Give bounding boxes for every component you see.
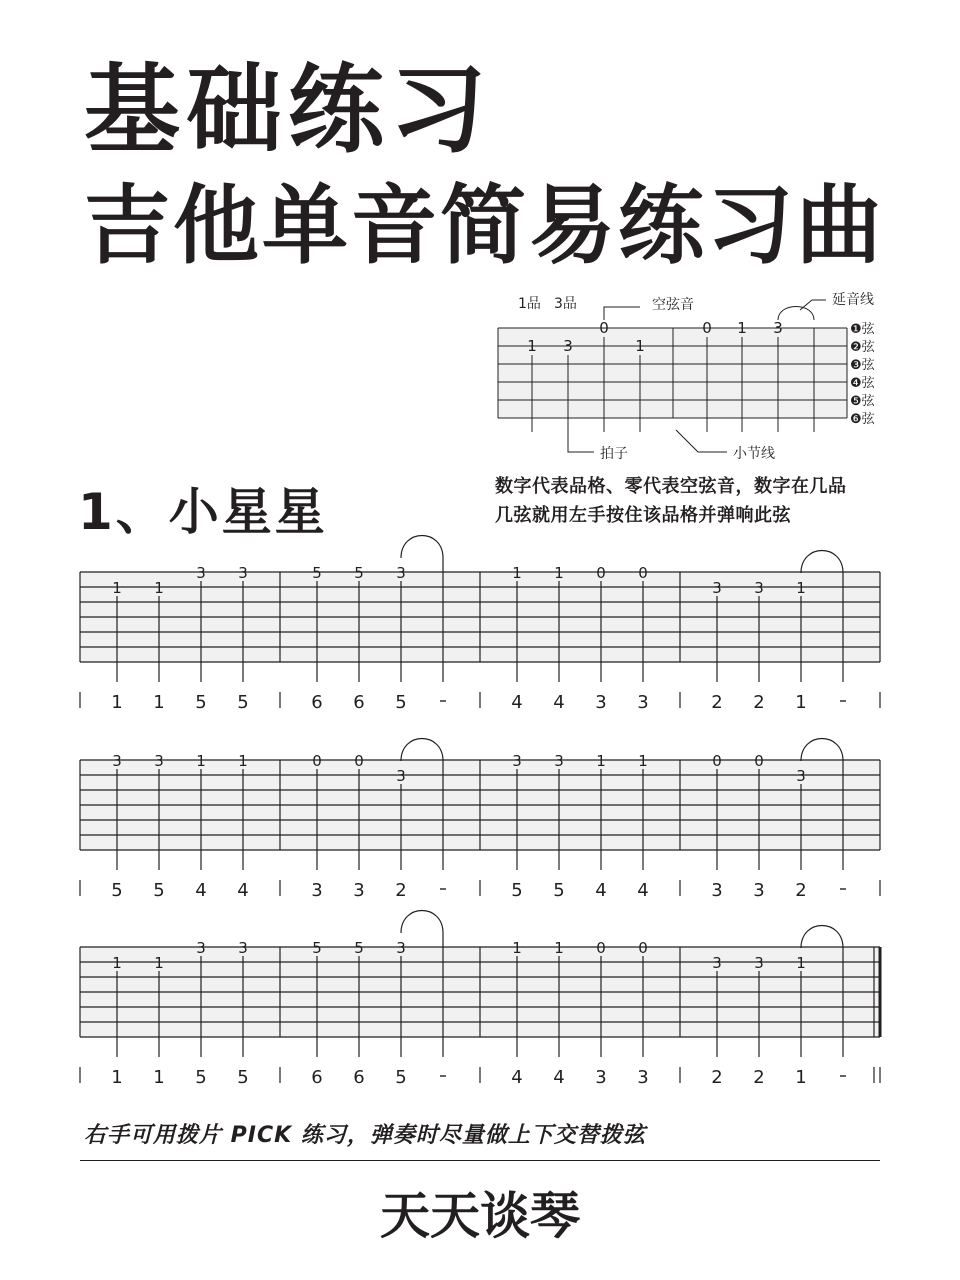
fret-number: 1 bbox=[154, 579, 164, 597]
fret-number: 3 bbox=[754, 579, 764, 597]
title-line-1: 基础练习 bbox=[84, 54, 492, 166]
fret-number: 0 bbox=[354, 752, 364, 770]
tab-row-1 bbox=[80, 536, 880, 714]
fret-number: 1 bbox=[596, 752, 606, 770]
legend-string-label: ❺弦 bbox=[850, 394, 875, 409]
legend-diagram bbox=[498, 291, 876, 462]
beat-number: 3 bbox=[753, 880, 765, 901]
beat-number: 4 bbox=[637, 880, 649, 901]
fret-number: 3 bbox=[154, 752, 164, 770]
fret-number: 3 bbox=[396, 767, 406, 785]
beat-number: 5 bbox=[237, 692, 249, 713]
fret-number: 3 bbox=[712, 579, 722, 597]
beat-number: 5 bbox=[153, 880, 165, 901]
beat-number: 3 bbox=[637, 692, 649, 713]
fret-number: 1 bbox=[796, 954, 806, 972]
bottom-note: 右手可用拨片 PICK 练习，弹奏时尽量做上下交替拨弦 bbox=[84, 1123, 646, 1148]
beat-number: 5 bbox=[237, 1067, 249, 1088]
beat-number: 4 bbox=[237, 880, 249, 901]
beat-number: 3 bbox=[311, 880, 323, 901]
legend-open-leader bbox=[604, 307, 640, 320]
fret-number: 5 bbox=[312, 564, 322, 582]
explanation-line-2: 几弦就用左手按住该品格并弹响此弦 bbox=[495, 505, 791, 526]
fret-number: 3 bbox=[396, 564, 406, 582]
tab-row-3 bbox=[80, 911, 880, 1089]
beat-number: 4 bbox=[553, 1067, 565, 1088]
legend-fret3-label: 3品 bbox=[554, 296, 577, 312]
beat-dash-text: - bbox=[839, 1067, 847, 1088]
fret-number: 3 bbox=[512, 752, 522, 770]
beat-dash-text: - bbox=[439, 692, 447, 713]
fret-number: 0 bbox=[638, 939, 648, 957]
beat-number: 5 bbox=[553, 880, 565, 901]
beat-number: 4 bbox=[595, 880, 607, 901]
beat-dash-text: - bbox=[839, 692, 847, 713]
fret-number: 1 bbox=[112, 954, 122, 972]
legend-string-label: ❻弦 bbox=[850, 412, 875, 427]
tie-arc bbox=[801, 551, 843, 574]
fret-number: 0 bbox=[596, 939, 606, 957]
fret-number: 1 bbox=[638, 752, 648, 770]
beat-number: 3 bbox=[637, 1067, 649, 1088]
tab-rows bbox=[80, 536, 880, 1089]
legend-tie-leader bbox=[800, 300, 826, 310]
beat-number: 5 bbox=[195, 1067, 207, 1088]
explanation-line-1: 数字代表品格、零代表空弦音，数字在几品 bbox=[495, 476, 847, 497]
beat-number: 1 bbox=[795, 1067, 807, 1088]
fret-number: 3 bbox=[238, 564, 248, 582]
fret-number: 0 bbox=[712, 752, 722, 770]
legend-tie-arc bbox=[778, 307, 814, 321]
tie-arc bbox=[801, 926, 843, 949]
legend-fret-number: 0 bbox=[702, 319, 712, 337]
beat-number: 2 bbox=[395, 880, 407, 901]
legend-tie-label: 延音线 bbox=[832, 292, 874, 308]
beat-number: 4 bbox=[511, 692, 523, 713]
beat-number: 5 bbox=[511, 880, 523, 901]
brand-logo: 天天谈琴 bbox=[380, 1187, 580, 1245]
beat-number: 5 bbox=[395, 692, 407, 713]
fret-number: 3 bbox=[238, 939, 248, 957]
beat-number: 6 bbox=[311, 692, 323, 713]
fret-number: 3 bbox=[112, 752, 122, 770]
beat-number: 1 bbox=[795, 692, 807, 713]
beat-number: 5 bbox=[395, 1067, 407, 1088]
legend-fret-number: 1 bbox=[737, 319, 747, 337]
fret-number: 1 bbox=[196, 752, 206, 770]
legend-beat-label: 拍子 bbox=[600, 446, 628, 462]
legend-barline-label: 小节线 bbox=[733, 446, 775, 462]
fret-number: 1 bbox=[512, 564, 522, 582]
tie-arc bbox=[401, 739, 443, 762]
legend-fret1-label: 1品 bbox=[518, 296, 541, 312]
fret-number: 5 bbox=[354, 564, 364, 582]
beat-number: 1 bbox=[111, 692, 123, 713]
beat-number: 6 bbox=[311, 1067, 323, 1088]
beat-number: 2 bbox=[753, 1067, 765, 1088]
tie-arc bbox=[401, 536, 443, 559]
legend-string-label: ❷弦 bbox=[850, 340, 875, 355]
fret-number: 0 bbox=[312, 752, 322, 770]
beat-number: 5 bbox=[195, 692, 207, 713]
beat-number: 1 bbox=[111, 1067, 123, 1088]
beat-number: 2 bbox=[711, 692, 723, 713]
fret-number: 3 bbox=[396, 939, 406, 957]
fret-number: 3 bbox=[196, 564, 206, 582]
beat-number: 3 bbox=[711, 880, 723, 901]
fret-number: 1 bbox=[112, 579, 122, 597]
beat-number: 4 bbox=[195, 880, 207, 901]
fret-number: 3 bbox=[712, 954, 722, 972]
fret-number: 0 bbox=[596, 564, 606, 582]
beat-number: 3 bbox=[353, 880, 365, 901]
beat-number: 2 bbox=[711, 1067, 723, 1088]
legend-string-label: ❶弦 bbox=[850, 322, 875, 337]
tie-arc bbox=[401, 911, 443, 934]
beat-number: 2 bbox=[795, 880, 807, 901]
fret-number: 1 bbox=[554, 564, 564, 582]
fret-number: 1 bbox=[512, 939, 522, 957]
footer-divider bbox=[80, 1160, 880, 1161]
fret-number: 0 bbox=[638, 564, 648, 582]
title-line-2: 吉他单音简易练习曲 bbox=[84, 176, 885, 276]
legend-fret-number: 0 bbox=[599, 319, 609, 337]
beat-number: 1 bbox=[153, 692, 165, 713]
song-title: 1、小星星 bbox=[78, 483, 328, 541]
beat-number: 2 bbox=[753, 692, 765, 713]
beat-number: 6 bbox=[353, 1067, 365, 1088]
tab-row-2 bbox=[80, 739, 880, 902]
legend-string-label: ❹弦 bbox=[850, 376, 875, 391]
legend-barline-leader bbox=[676, 430, 727, 452]
beat-number: 3 bbox=[595, 692, 607, 713]
fret-number: 5 bbox=[312, 939, 322, 957]
fret-number: 1 bbox=[238, 752, 248, 770]
legend-fret-number: 1 bbox=[527, 337, 537, 355]
fret-number: 5 bbox=[354, 939, 364, 957]
fret-number: 1 bbox=[796, 579, 806, 597]
fret-number: 3 bbox=[196, 939, 206, 957]
fret-number: 3 bbox=[554, 752, 564, 770]
fret-number: 3 bbox=[754, 954, 764, 972]
legend-fret-number: 3 bbox=[563, 337, 573, 355]
legend-string-label: ❸弦 bbox=[850, 358, 875, 373]
fret-number: 1 bbox=[554, 939, 564, 957]
legend-fret-number: 3 bbox=[773, 319, 783, 337]
beat-dash-text: - bbox=[439, 880, 447, 901]
legend-fret-number: 1 bbox=[635, 337, 645, 355]
beat-number: 4 bbox=[511, 1067, 523, 1088]
tie-arc bbox=[801, 739, 843, 762]
beat-number: 3 bbox=[595, 1067, 607, 1088]
beat-number: 4 bbox=[553, 692, 565, 713]
beat-number: 5 bbox=[111, 880, 123, 901]
beat-number: 6 bbox=[353, 692, 365, 713]
beat-dash-text: - bbox=[839, 880, 847, 901]
fret-number: 0 bbox=[754, 752, 764, 770]
beat-dash-text: - bbox=[439, 1067, 447, 1088]
legend-beat-leader bbox=[568, 432, 594, 452]
beat-number: 1 bbox=[153, 1067, 165, 1088]
fret-number: 1 bbox=[154, 954, 164, 972]
legend-open-label: 空弦音 bbox=[652, 297, 694, 313]
fret-number: 3 bbox=[796, 767, 806, 785]
